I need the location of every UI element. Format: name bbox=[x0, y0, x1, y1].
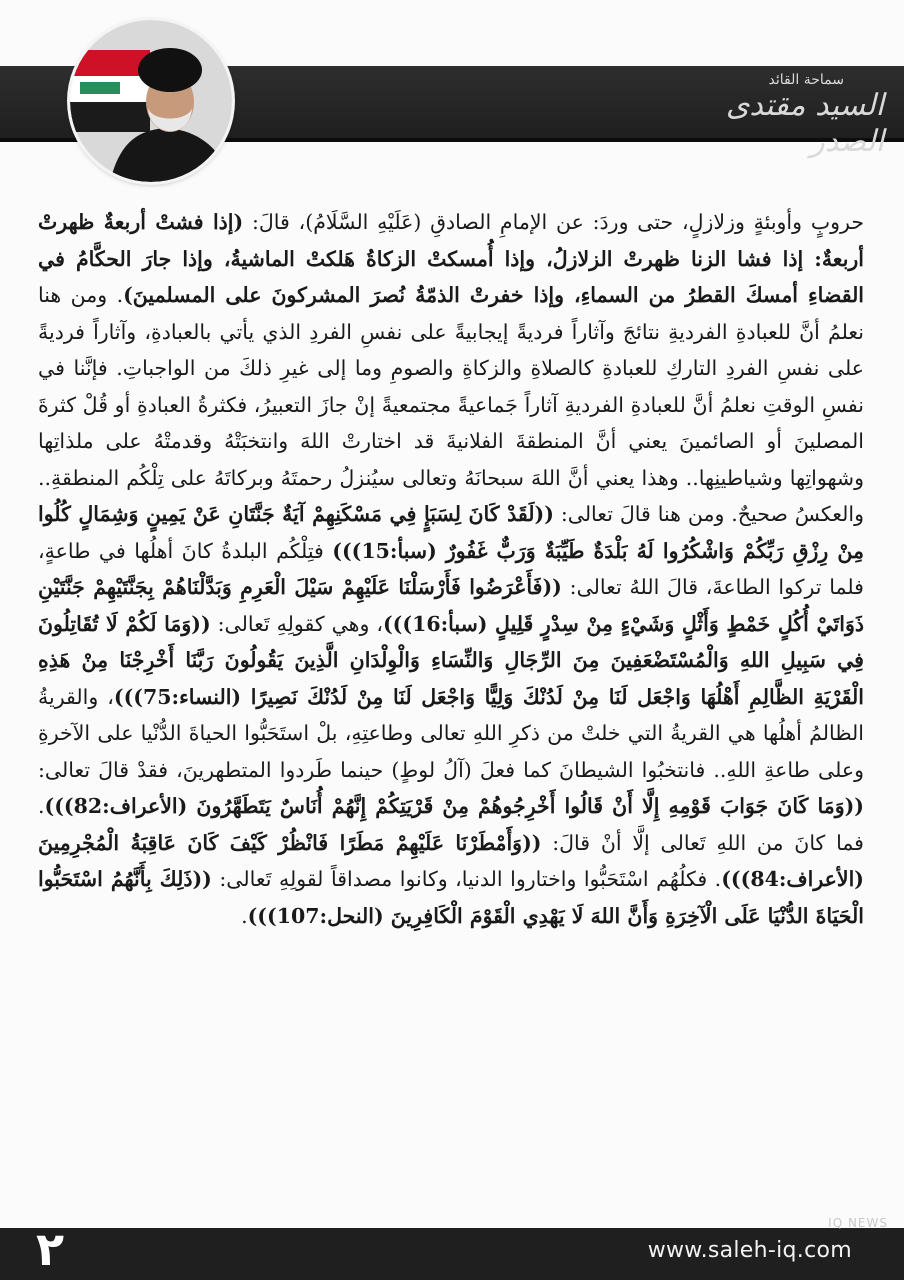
page-number: ٢ bbox=[36, 1222, 65, 1276]
text-segment: . ومن هنا نعلمُ أنَّ للعبادةِ الفرديةِ نتائجَ وآثاراً فرديةً إيجابيةً على نفسِ الفردِ الذي يأتي بالعبادةِ، وآثاراً فرديةً على نفسِ الفردِ التاركِ للعبادةِ كالصلاةِ والزكاةِ والصومِ وما إلى غيرِ ذلكَ من الواجباتِ. فإنَّنا في نفسِ الوقتِ نعلمُ أنَّ للعبادةِ الفرديةِ آثاراً جَماعيةً مجتمعيةً إنْ جازَ التعبيرُ، فكثرةُ العبادةِ أو قُلْ كثرةَ المصلينَ أو الصائمينَ يعني أنَّ المنطقةَ الفلانيةَ قد اختارتْ اللهَ وانتخبَتْهُ وقدمتْهُ على ملذاتِها وشهواتِها وشياطينِها.. وهذا يعني أنَّ اللهَ سبحانَهُ وتعالى سيُنزلُ رحمتَهُ وبركاتَهُ على تِلْكُم المنطقةِ.. والعكسُ صحيحٌ. ومن هنا قالَ تعالى: bbox=[38, 283, 864, 526]
flag-takbir bbox=[80, 82, 120, 94]
text-segment: . فما كانَ من اللهِ تَعالى إلَّا أنْ قالَ: bbox=[38, 794, 864, 855]
quote-segment: ((وَأَمْطَرْنَا عَلَيْهِمْ مَطَرًا فَانْظُرْ كَيْفَ كَانَ عَاقِبَةُ الْمُجْرِمِينَ (الأعراف:84))) bbox=[38, 830, 864, 891]
logo-title-large: السيد مقتدى الصدر bbox=[725, 88, 884, 159]
watermark-text: IQ NEWS bbox=[828, 1216, 888, 1230]
quote-segment: ((ذَلِكَ بِأَنَّهُمُ اسْتَحَبُّوا الْحَيَاةَ الدُّنْيَا عَلَى الْآخِرَةِ وَأَنَّ اللهَ لَا يَهْدِي الْقَوْمَ الْكَافِرِينَ (النحل:107))) bbox=[38, 867, 864, 928]
text-segment: . bbox=[241, 903, 248, 928]
text-segment: . فكلُهُم اسْتَحَبُّوا واختاروا الدنيا، وكانوا مصداقاً لقولِهِ تَعالى: bbox=[211, 867, 722, 891]
website-link[interactable]: www.saleh-iq.com bbox=[647, 1238, 852, 1263]
article-body bbox=[38, 204, 864, 1214]
text-segment: حروبٍ وأوبئةٍ وزلازلٍ، حتى وردَ: عن الإمامِ الصادقِ (عَلَيْهِ السَّلَامُ)، قالَ: bbox=[243, 210, 864, 234]
text-segment: ، والقريةُ الظالمُ أهلُها هي القريةُ التي خلتْ من ذكرِ اللهِ تعالى وطاعتِهِ، بلْ استَحَبُّوا الحياةَ الدُّنْيا على الآخرةِ وعلى طاعةِ اللهِ.. فانتخبُوا الشيطانَ كما فعلَ (آلُ لوطٍ) حينما طَردوا المتطهرينَ، فقدْ قالَ تعالى: bbox=[38, 684, 864, 782]
text-segment: ، وهي كقولِهِ تَعالى: bbox=[210, 611, 383, 636]
quote-segment: ((لَقَدْ كَانَ لِسَبَإٍ فِي مَسْكَنِهِمْ آيَةٌ جَنَّتَانِ عَنْ يَمِينٍ وَشِمَالٍ كُلُوا مِنْ رِزْقِ رَبِّكُمْ وَاشْكُرُوا لَهُ بَلْدَةٌ طَيِّبَةٌ وَرَبٌّ غَفُورٌ (سبأ:15))) bbox=[38, 502, 864, 563]
quote-segment: (إذا فشتْ أربعةٌ ظهرتْ أربعةٌ: إذا فشا الزنا ظهرتْ الزلازلُ، وإذا أُمسكتْ الزكاةُ هَلكتْ الماشيةُ، وإذا جارَ الحكَّامُ في القضاءِ أمسكَ القطرُ من السماءِ، وإذا خفرتْ الذمّةُ نُصرَ المشركونَ على المسلمينَ) bbox=[38, 210, 865, 307]
quote-segment: ((وَمَا لَكُمْ لَا تُقَاتِلُونَ فِي سَبِيلِ اللهِ وَالْمُسْتَضْعَفِينَ مِنَ الرِّجَالِ وَالنِّسَاءِ وَالْوِلْدَانِ الَّذِينَ يَقُولُونَ رَبَّنَا أَخْرِجْنَا مِنْ هَذِهِ الْقَرْيَةِ الظَّالِمِ أَهْلُهَا وَاجْعَل لَنَا مِنْ لَدُنْكَ وَلِيًّا وَاجْعَل لَنَا مِنْ لَدُنْكَ نَصِيرًا (النساء:75))) bbox=[38, 611, 864, 709]
portrait-image bbox=[70, 20, 232, 182]
flag-red-stripe bbox=[70, 50, 150, 76]
turban-shape bbox=[138, 48, 202, 92]
logo-title-small: سماحة القائد bbox=[768, 72, 844, 88]
portrait-photo bbox=[70, 20, 232, 182]
quote-segment: ((وَمَا كَانَ جَوَابَ قَوْمِهِ إِلَّا أَنْ قَالُوا أَخْرِجُوهُمْ مِنْ قَرْيَتِكُمْ إِنَّهُمْ أُنَاسٌ يَتَطَهَّرُونَ (الأعراف:82))) bbox=[44, 794, 864, 818]
quote-segment: ((فَأَعْرَضُوا فَأَرْسَلْنَا عَلَيْهِمْ سَيْلَ الْعَرِمِ وَبَدَّلْنَاهُمْ بِجَنَّتَيْهِمْ جَنَّتَيْنِ ذَوَاتَيْ أُكُلٍ خَمْطٍ وَأَثْلٍ وَشَيْءٍ مِنْ سِدْرٍ قَلِيلٍ (سبأ:16))) bbox=[38, 575, 864, 636]
flag-black-stripe bbox=[70, 102, 150, 132]
calligraphy-logo bbox=[694, 72, 884, 159]
article-paragraph bbox=[38, 204, 864, 934]
text-segment: فتِلْكُم البلدةُ كانَ أهلُها في طاعةٍ، فلما تركوا الطاعةَ، قالَ اللهُ تعالى: bbox=[38, 538, 864, 599]
